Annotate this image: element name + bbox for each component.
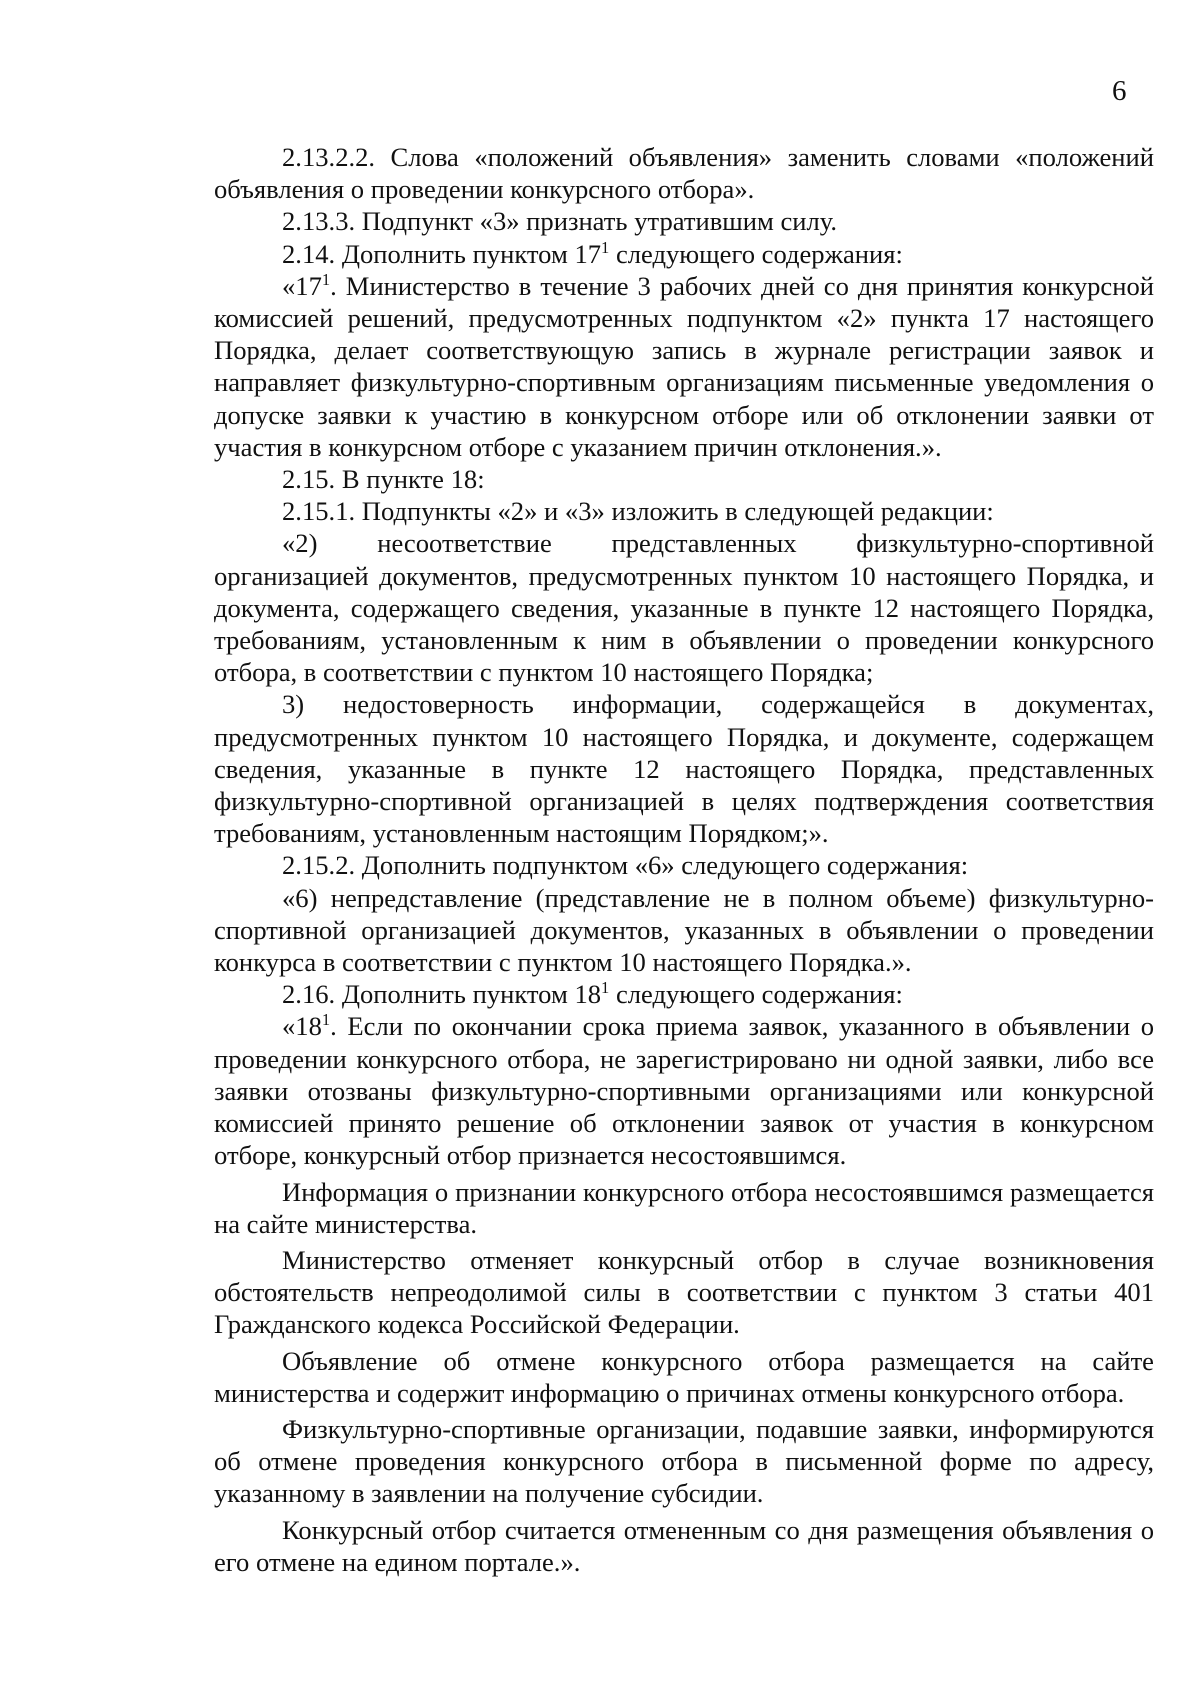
- paragraph-organizations-informed: Физкультурно-спортивные организации, подавшие заявки, информируются об отмене проведения конкурсного отбора в письменной форме по адресу, указанному в заявлении на получение субсидии.: [214, 1413, 1154, 1509]
- paragraph-2-14-superscript: 1: [601, 237, 610, 257]
- paragraph-subitem-3: 3) недостоверность информации, содержащейся в документах, предусмотренных пунктом 10 настоящего Порядка, и документе, содержащем сведения, указанные в пункте 12 настоящего Порядка, представленных физкультурно-спортивной организацией в целях подтверждения соответствия требованиям, установленным настоящим Порядком;».: [214, 689, 1154, 849]
- paragraph-ministry-cancels: Министерство отменяет конкурсный отбор в случае возникновения обстоятельств непреодолимой силы в соответствии с пунктом 3 статьи 401 Гражданского кодекса Российской Федерации.: [214, 1244, 1154, 1340]
- paragraph-2-16-superscript: 1: [601, 978, 610, 998]
- paragraph-cancellation-effective: Конкурсный отбор считается отмененным со дня размещения объявления о его отмене на едином портале.».: [214, 1514, 1154, 1577]
- paragraph-2-16-text-after: следующего содержания:: [609, 979, 903, 1010]
- paragraph-2-15-1: 2.15.1. Подпункты «2» и «3» изложить в следующей редакции:: [282, 496, 994, 527]
- paragraph-2-13-2-2: 2.13.2.2. Слова «положений объявления» заменить словами «положений объявления о проведении конкурсного отбора».: [214, 142, 1154, 205]
- page-number: 6: [1112, 75, 1127, 107]
- paragraph-18-1-text-after: . Если по окончании срока приема заявок, указанного в объявлении о проведении конкурсного отбора, не зарегистрировано ни одной заявки, либо все заявки отозваны физкультурно-спортивными организациями или конкурсной комиссией принято решение об отклонении заявок от участия в конкурсном отборе, конкурсный отбор признается несостоявшимся.: [214, 1011, 1154, 1171]
- paragraph-2-13-3: 2.13.3. Подпункт «3» признать утратившим силу.: [282, 206, 838, 237]
- paragraph-17-1-text-before: «17: [282, 270, 322, 301]
- paragraph-18-1-superscript: 1: [321, 1010, 331, 1030]
- paragraph-cancellation-notice: Объявление об отмене конкурсного отбора размещается на сайте министерства и содержит информацию о причинах отмены конкурсного отбора.: [214, 1345, 1154, 1408]
- paragraph-17-1-superscript: 1: [321, 269, 331, 289]
- paragraph-2-14-text-before: 2.14. Дополнить пунктом 17: [282, 238, 602, 269]
- paragraph-17-1-text-after: . Министерство в течение 3 рабочих дней со дня принятия конкурсной комиссией решений, предусмотренных подпунктом «2» пункта 17 настоящего Порядка, делает соответствующую запись в журнале регистрации заявок и направляет физкультурно-спортивным организациям письменные уведомления о допуске заявки к участию в конкурсном отборе или об отклонении заявки от участия в конкурсном отборе с указанием причин отклонения.».: [214, 270, 1154, 462]
- paragraph-information-publication: Информация о признании конкурсного отбора несостоявшимся размещается на сайте министерства.: [214, 1176, 1154, 1239]
- paragraph-2-15-2: 2.15.2. Дополнить подпунктом «6» следующего содержания:: [282, 850, 969, 881]
- paragraph-17-1: [214, 270, 1154, 463]
- paragraph-subitem-2: «2) несоответствие представленных физкультурно-спортивной организацией документов, предусмотренных пунктом 10 настоящего Порядка, и документа, содержащего сведения, указанные в пункте 12 настоящего Порядка, требованиям, установленным к ним в объявлении о проведении конкурсного отбора, в соответствии с пунктом 10 настоящего Порядка;: [214, 528, 1154, 688]
- paragraph-2-14-text-after: следующего содержания:: [609, 238, 903, 269]
- paragraph-2-16: [214, 978, 1154, 1010]
- paragraph-2-16-text-before: 2.16. Дополнить пунктом 18: [282, 979, 602, 1010]
- paragraph-18-1-text-before: «18: [282, 1011, 322, 1042]
- paragraph-18-1: [214, 1010, 1154, 1171]
- paragraph-subitem-6: «6) непредставление (представление не в полном объеме) физкультурно-спортивной организацией документов, указанных в объявлении о проведении конкурса в соответствии с пунктом 10 настоящего Порядка.».: [214, 882, 1154, 978]
- paragraph-2-15: 2.15. В пункте 18:: [282, 464, 485, 495]
- paragraph-2-14: [214, 238, 1154, 270]
- document-body: [214, 141, 1154, 1578]
